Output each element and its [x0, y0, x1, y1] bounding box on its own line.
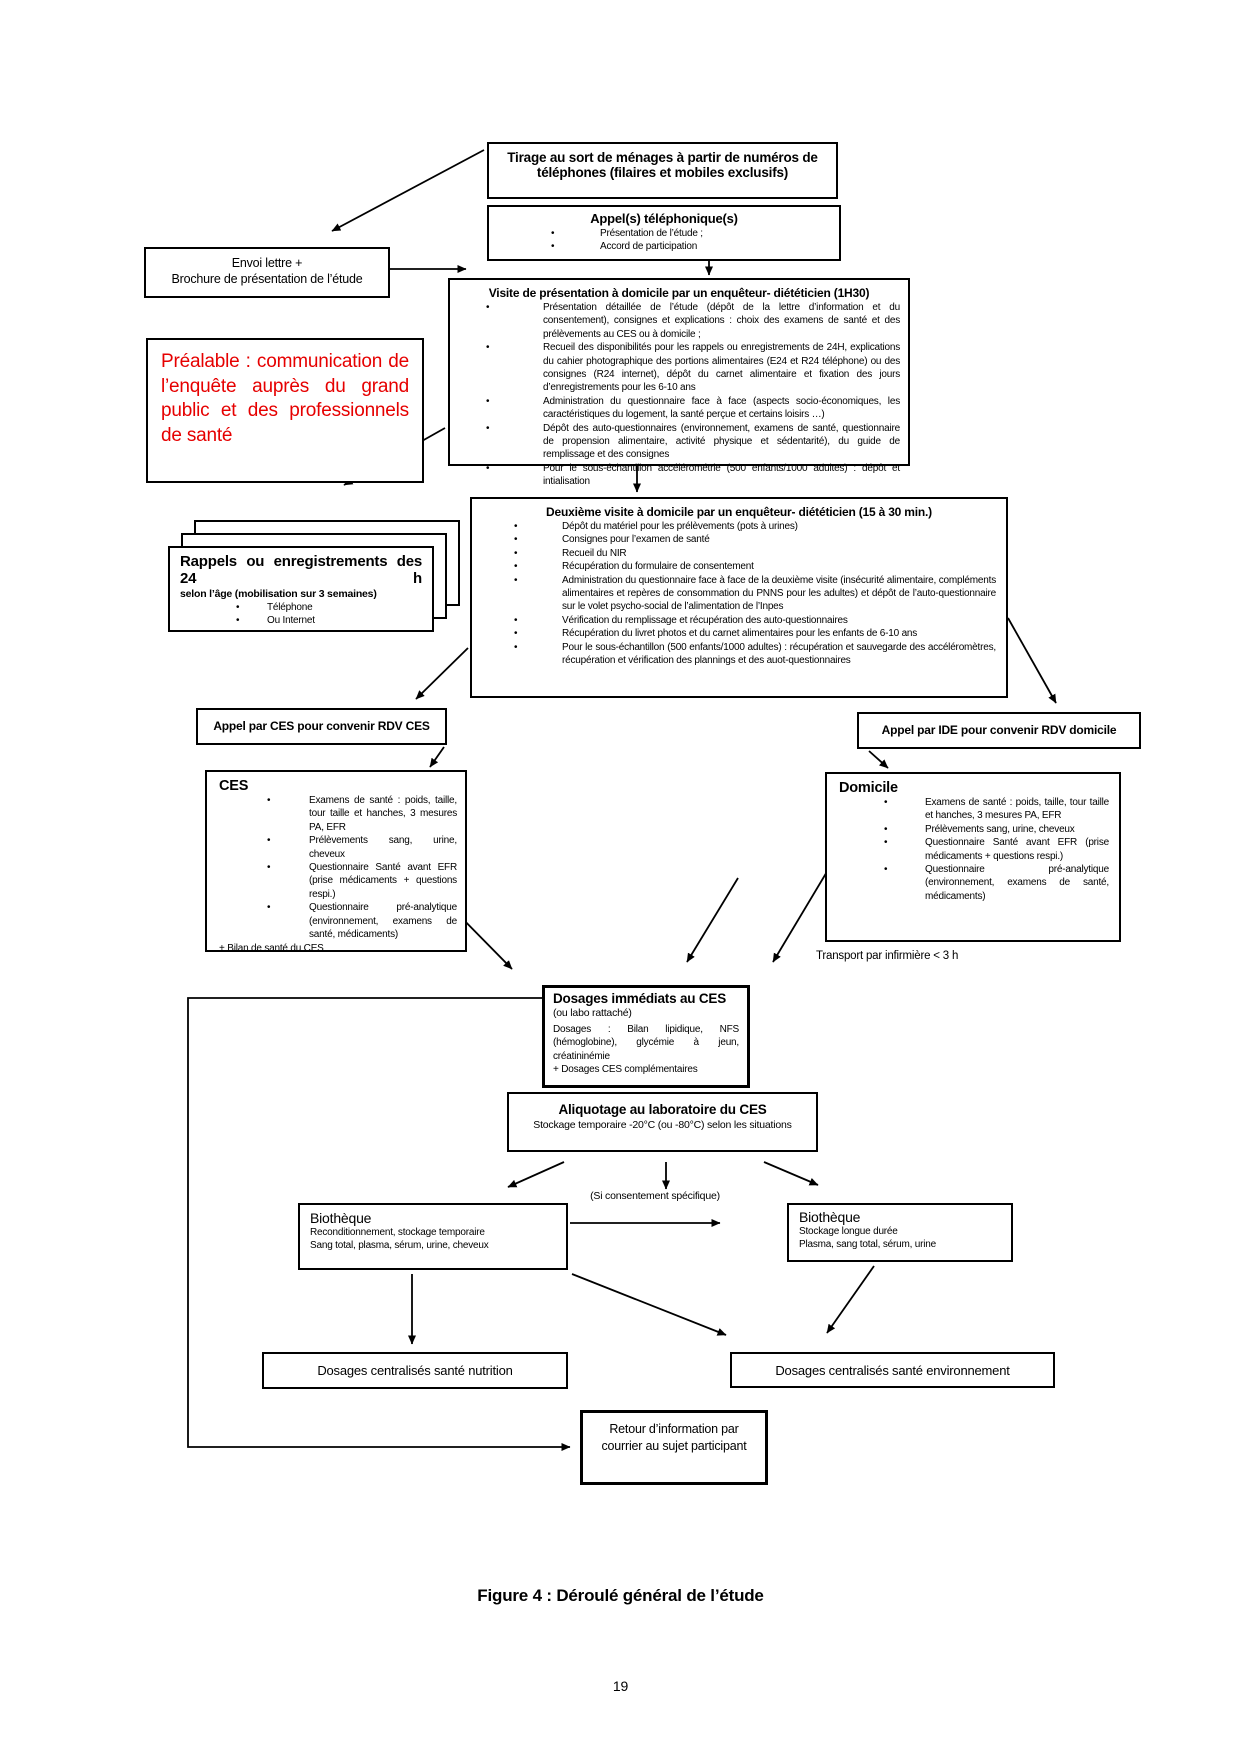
- node-dosages-environnement: [730, 1352, 1055, 1388]
- node-title: Biothèque: [799, 1209, 861, 1225]
- node-dosages-immediats: [542, 985, 750, 1088]
- node-title-suffix: (ou labo rattaché): [553, 1007, 632, 1020]
- figure-caption: Figure 4 : Déroulé général de l’étude: [477, 1586, 764, 1605]
- node-footer: + Bilan de santé du CES: [219, 943, 324, 955]
- bullet-item: • Prélèvements sang, urine, cheveux: [219, 834, 457, 861]
- arrow: [508, 1162, 564, 1187]
- node-deuxieme-visite: [470, 497, 1008, 698]
- bullet-item: • Administration du questionnaire face à face (aspects socio-économiques, les caractéristiques du logement, la santé perçue et certains loisirs …): [458, 395, 900, 422]
- bullet-item: • Prélèvements sang, urine, cheveux: [839, 823, 1109, 836]
- bullet-item: • Pour le sous-échantillon accélérométrie (500 enfants/1000 adultes) : dépôt et intialisation: [458, 462, 900, 489]
- node-text-line: Brochure de présentation de l’étude: [171, 272, 363, 286]
- node-text: Retour d’information par courrier au sujet participant: [601, 1422, 747, 1453]
- node-biotheque-temporaire: [298, 1203, 568, 1270]
- bullet-item: • Recueil des disponibilités pour les rappels ou enregistrements de 24H, explications du cahier photographique des portions alimentaires (E24 et R24 téléphone) ou des consignes (R24 internet), dépôt du carnet alimentaire et fixation des jours d’enregistrements pour les 6-10 ans: [458, 341, 900, 395]
- node-subtitle: selon l’âge (mobilisation sur 3 semaines): [180, 588, 377, 600]
- bullet-item: • Examens de santé : poids, taille, tour taille et hanches, 3 mesures PA, EFR: [839, 796, 1109, 823]
- bullet-list: [458, 301, 900, 489]
- bullet-item: • Questionnaire Santé avant EFR (prise médicaments + questions respi.): [219, 861, 457, 901]
- arrow: [1008, 618, 1056, 703]
- arrow: [332, 150, 484, 231]
- node-appel-ide: [857, 712, 1141, 749]
- node-rappels-24h: [168, 546, 434, 632]
- bullet-item: • Accord de participation: [489, 240, 839, 253]
- bullet-item: • Consignes pour l’examen de santé: [482, 533, 996, 546]
- label-consentement: (Si consentement spécifique): [590, 1190, 720, 1202]
- bullet-list: [839, 796, 1109, 903]
- bullet-item: • Téléphone: [180, 601, 422, 614]
- bullet-item: • Ou Internet: [180, 614, 422, 627]
- bullet-item: • Récupération du formulaire de consentement: [482, 560, 996, 573]
- bullet-item: • Questionnaire pré-analytique (environnement, examens de santé, médicaments): [839, 863, 1109, 903]
- node-ces: [205, 770, 467, 955]
- bullet-item: • Vérification du remplissage et récupération des auto-questionnaires: [482, 614, 996, 627]
- node-title: Domicile: [839, 780, 898, 796]
- node-title: Aliquotage au laboratoire du CES: [558, 1102, 767, 1117]
- node-envoi-lettre: [144, 247, 390, 298]
- node-dosages-nutrition: [262, 1352, 568, 1389]
- node-text-line: Envoi lettre +: [231, 256, 303, 270]
- bullet-item: • Questionnaire Santé avant EFR (prise médicaments + questions respi.): [839, 836, 1109, 863]
- node-text-line: Plasma, sang total, sérum, urine: [799, 1239, 936, 1251]
- node-title: Dosages immédiats au CES: [553, 991, 727, 1006]
- arrow: [869, 751, 888, 768]
- node-text: Dosages centralisés santé nutrition: [317, 1363, 513, 1378]
- page-number: 19: [612, 1678, 629, 1694]
- arrow: [773, 870, 828, 962]
- node-text-line: Stockage longue durée: [799, 1226, 898, 1237]
- node-subtitle: Stockage temporaire -20°C (ou -80°C) selon les situations: [533, 1119, 792, 1131]
- node-text-line: Sang total, plasma, sérum, urine, cheveux: [310, 1240, 489, 1252]
- bullet-item: • Examens de santé : poids, taille, tour taille et hanches, 3 mesures PA, EFR: [219, 794, 457, 834]
- bullet-item: • Dépôt des auto-questionnaires (environnement, examens de santé, questionnaire de propension alimentaire, activité physique et sédentarité), du guide de remplissage et des consignes: [458, 422, 900, 462]
- label-transport: Transport par infirmière < 3 h: [816, 950, 959, 962]
- arrow: [572, 1274, 726, 1335]
- bullet-item: • Récupération du livret photos et du carnet alimentaires pour les enfants de 6-10 ans: [482, 627, 996, 640]
- node-text: Tirage au sort de ménages à partir de numéros de téléphones (filaires et mobiles exclusifs): [507, 150, 818, 180]
- node-visite-presentation: [448, 278, 910, 488]
- node-text-line: Reconditionnement, stockage temporaire: [310, 1227, 485, 1238]
- node-title: CES: [219, 778, 249, 794]
- arrow: [827, 1266, 874, 1333]
- bullet-item: • Présentation détaillée de l’étude (dépôt de la lettre d’information et du consentement), consignes et explications : choix des examens de santé et des prélèvements au CES ou à domicile ;: [458, 301, 900, 341]
- bullet-item: • Questionnaire pré-analytique (environnement, examens de santé, médicaments): [219, 901, 457, 941]
- node-title: Rappels ou enregistrements des 24 h: [180, 553, 422, 587]
- node-text: + Dosages CES complémentaires: [553, 1064, 698, 1076]
- node-appel-telephonique: [487, 205, 841, 261]
- node-title: Biothèque: [310, 1210, 372, 1226]
- bullet-item: • Administration du questionnaire face à face de la deuxième visite (insécurité alimentaire, compléments alimentaires et repères de consommation du PNNS pour les adultes) et dépôt de l’auto-questionnaire sur le volet psycho-social de l’alimentation de l’Inpes: [482, 574, 996, 614]
- node-biotheque-longue-duree: [787, 1203, 1013, 1262]
- bullet-item: • Pour le sous-échantillon (500 enfants/1000 adultes) : récupération et sauvegarde des accéléromètres, récupération et vérification des plannings et des auot-questionnaires: [482, 641, 996, 668]
- bullet-list: [482, 520, 996, 667]
- node-text: Dosages centralisés santé environnement: [775, 1363, 1010, 1378]
- node-aliquotage: [507, 1092, 818, 1152]
- node-text: Préalable : communication de l’enquête auprès du grand public et des professionnels de santé: [161, 351, 409, 446]
- arrow: [764, 1162, 818, 1185]
- bullet-item: • Recueil du NIR: [482, 547, 996, 560]
- node-text: Dosages : Bilan lipidique, NFS (hémoglobine), glycémie à jeun, créatininémie: [553, 1023, 739, 1062]
- node-title: Appel(s) téléphonique(s): [590, 211, 738, 226]
- node-appel-ces: [196, 708, 447, 745]
- node-retour-information: [580, 1410, 768, 1485]
- node-title: Visite de présentation à domicile par un enquêteur- diététicien (1H30): [488, 286, 870, 300]
- bullet-list: [489, 227, 839, 254]
- node-prealable: [146, 338, 424, 483]
- node-domicile: [825, 772, 1121, 942]
- node-text: Appel par CES pour convenir RDV CES: [213, 719, 430, 733]
- bullet-list: [180, 601, 422, 628]
- arrow: [430, 747, 444, 767]
- arrow: [687, 878, 738, 962]
- bullet-item: • Dépôt du matériel pour les prélèvements (pots à urines): [482, 520, 996, 533]
- arrow: [416, 648, 468, 699]
- node-tirage: [487, 142, 838, 199]
- bullet-item: • Présentation de l’étude ;: [489, 227, 839, 240]
- bullet-list: [219, 794, 457, 941]
- node-text: Appel par IDE pour convenir RDV domicile: [881, 723, 1117, 737]
- node-title: Deuxième visite à domicile par un enquêteur- diététicien (15 à 30 min.): [546, 505, 932, 519]
